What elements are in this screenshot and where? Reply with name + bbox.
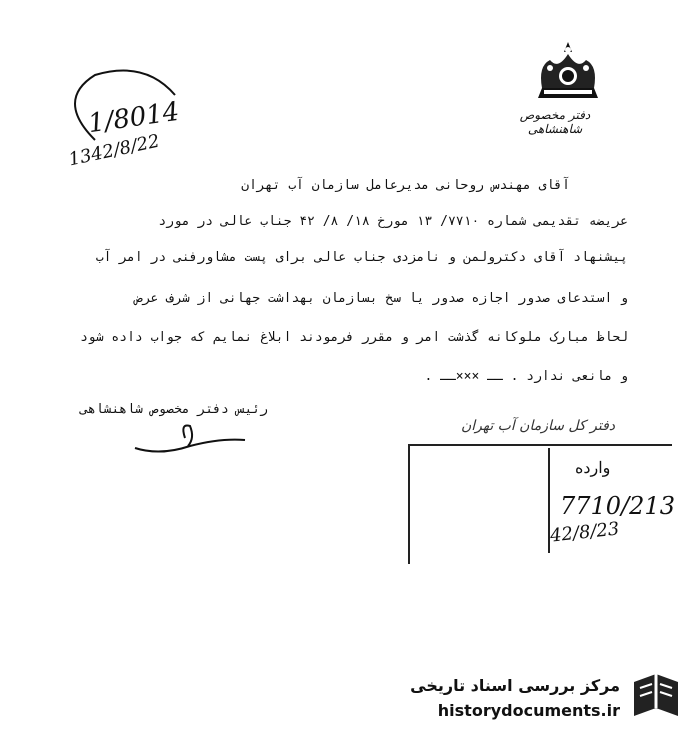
stamp-incoming-label: وارده [575, 458, 611, 477]
letter-line: لحاظ مبارک ملوکانه گذشت امر و مقرر فرمودند ابلاغ نمایم که جواب داده شود [80, 330, 628, 345]
handwritten-number: 1/8014 [86, 96, 182, 140]
pahlavi-crown-icon [528, 40, 608, 106]
stamp-title: دفتر کل سازمان آب تهران [460, 418, 616, 434]
archive-book-logo [628, 668, 684, 724]
handwritten-date: 1342/8/22 [66, 130, 162, 171]
letter-line: و مانعی ندارد . ــ ×××ــ . [424, 369, 628, 384]
letter-line: پیشنهاد آقای دکترولمن و نامزدی جناب عالی برای پست مشاورفنی در امر آب [95, 250, 628, 265]
letter-addressee: آقای مهندس روحانی مدیرعامل سازمان آب تهران [241, 178, 570, 193]
footer-url: historydocuments.ir [437, 701, 620, 720]
signatory-title: رئیس دفتر مخصوص شاهنشاهی [80, 402, 268, 417]
office-name: دفتر مخصوص شاهنشاهی [519, 108, 591, 136]
letter-line: و استدعای صدور اجازه صدور یا سخ بسازمان بهداشت جهانی از شرف عرض [134, 291, 628, 306]
letter-line: عریضه تقدیمی شماره ۷۷۱۰/ ۱۳ مورخ ۱۸/ ۸/ ۴۲ جناب عالی در مورد [158, 214, 628, 229]
footer-org-name: مرکز بررسی اسناد تاریخی [410, 676, 620, 695]
stamp-date: 42/8/23 [549, 518, 621, 547]
handwritten-signature [130, 418, 250, 458]
stamp-number: 7710/213 [560, 492, 675, 520]
